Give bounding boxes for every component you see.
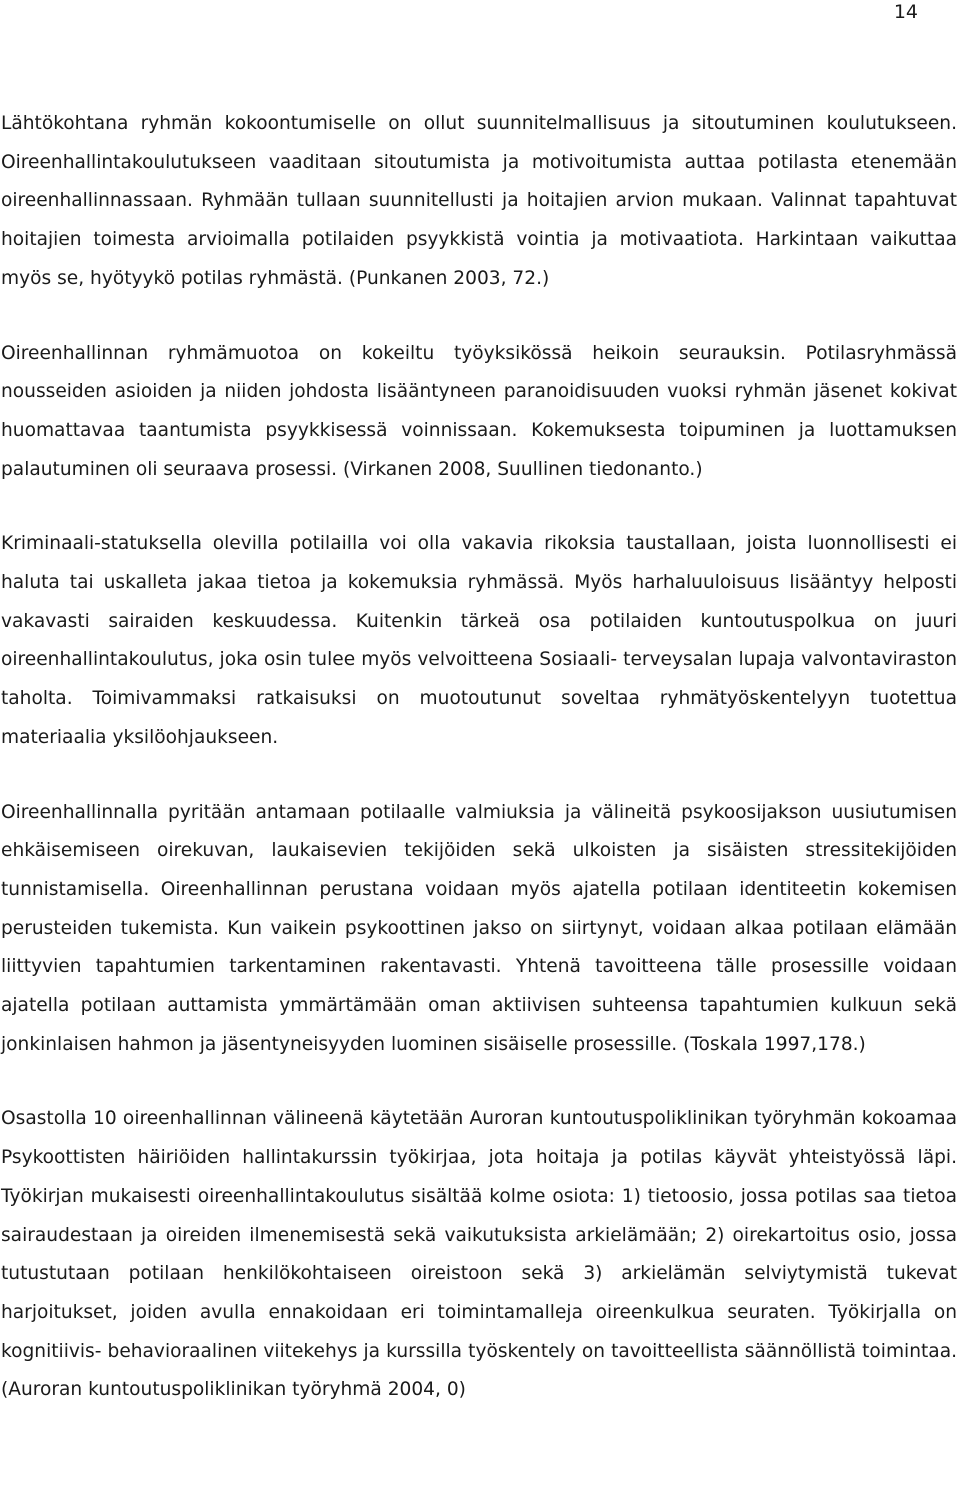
- paragraph-group-admission: Lähtökohtana ryhmän kokoontumiselle on ollut suunnitelmallisuus ja sitoutuminen koulutukseen. Oireenhallintakoulutukseen vaaditaan sitoutumista ja motivoitumista auttaa potilasta etenemään oireenhallinnassaan. Ryhmään tullaan suunnitellusti ja hoitajien arvion mukaan. Valinnat tapahtuvat hoitajien toimesta arvioimalla potilaiden psyykkistä vointia ja motivaatiota. Harkintaan vaikuttaa myös se, hyötyykö potilas ryhmästä. (Punkanen 2003, 72.): [1, 113, 957, 289]
- paragraph-criminal-status: Kriminaali-statuksella olevilla potilailla voi olla vakavia rikoksia taustallaan, joista luonnollisesti ei haluta tai uskalleta jakaa tietoa ja kokemuksia ryhmässä. Myös harhaluuloisuus lisääntyy helposti vakavasti sairaiden keskuudessa. Kuitenkin tärkeä osa potilaiden kuntoutuspolkua on juuri oireenhallintakoulutus, joka osin tulee myös velvoitteena Sosiaali- terveysalan lupaja valvontaviraston taholta. Toimivammaksi ratkaisuksi on muotoutunut soveltaa ryhmätyöskentelyyn tuotettua materiaalia yksilöohjaukseen.: [1, 533, 957, 748]
- body-text: [1, 105, 957, 1410]
- paragraph-group-experience: Oireenhallinnan ryhmämuotoa on kokeiltu työyksikössä heikoin seurauksin. Potilasryhmässä nousseiden asioiden ja niiden johdosta lisääntyneen paranoidisuuden vuoksi ryhmän jäsenet kokivat huomattavaa taantumista psyykkisessä voinnissaan. Kokemuksesta toipuminen ja luottamuksen palautuminen oli seuraava prosessi. (Virkanen 2008, Suullinen tiedonanto.): [1, 342, 957, 480]
- paragraph-symptom-management-goals: Oireenhallinnalla pyritään antamaan potilaalle valmiuksia ja välineitä psykoosijakson uusiutumisen ehkäisemiseen oirekuvan, laukaisevien tekijöiden sekä ulkoisten ja sisäisten stressitekijöiden tunnistamisella. Oireenhallinnan perustana voidaan myös ajatella potilaan identiteetin kokemisen perusteiden tukemista. Kun vaikein psykoottinen jakso on siirtynyt, voidaan alkaa potilaan elämään liittyvien tapahtumien tarkentaminen rakentavasti. Yhtenä tavoitteena tälle prosessille voidaan ajatella potilaan auttamista ymmärtämään oman aktiivisen suhteensa tapahtumien kulkuun sekä jonkinlaisen hahmon ja jäsentyneisyyden luominen sisäiselle prosessille. (Toskala 1997,178.): [1, 801, 957, 1055]
- paragraph-workbook: Osastolla 10 oireenhallinnan välineenä käytetään Auroran kuntoutuspoliklinikan työryhmän kokoamaa Psykoottisten häiriöiden hallintakurssin työkirjaa, jota hoitaja ja potilas käyvät yhteistyössä läpi. Työkirjan mukaisesti oireenhallintakoulutus sisältää kolme osiota: 1) tietoosio, jossa potilas saa tietoa sairaudestaan ja oireiden ilmenemisestä sekä vaikutuksista arkielämään; 2) oirekartoitus osio, jossa tutustutaan potilaan henkilökohtaiseen oireistoon sekä 3) arkielämän selviytymistä tukevat harjoitukset, joiden avulla ennakoidaan eri toimintamalleja oireenkulkua seuraten. Työkirjalla on kognitiivis- behavioraalinen viitekehys ja kurssilla työskentely on tavoitteellista säännöllistä toimintaa. (Auroran kuntoutuspoliklinikan työryhmä 2004, 0): [1, 1108, 957, 1401]
- page-number: 14: [893, 1, 918, 23]
